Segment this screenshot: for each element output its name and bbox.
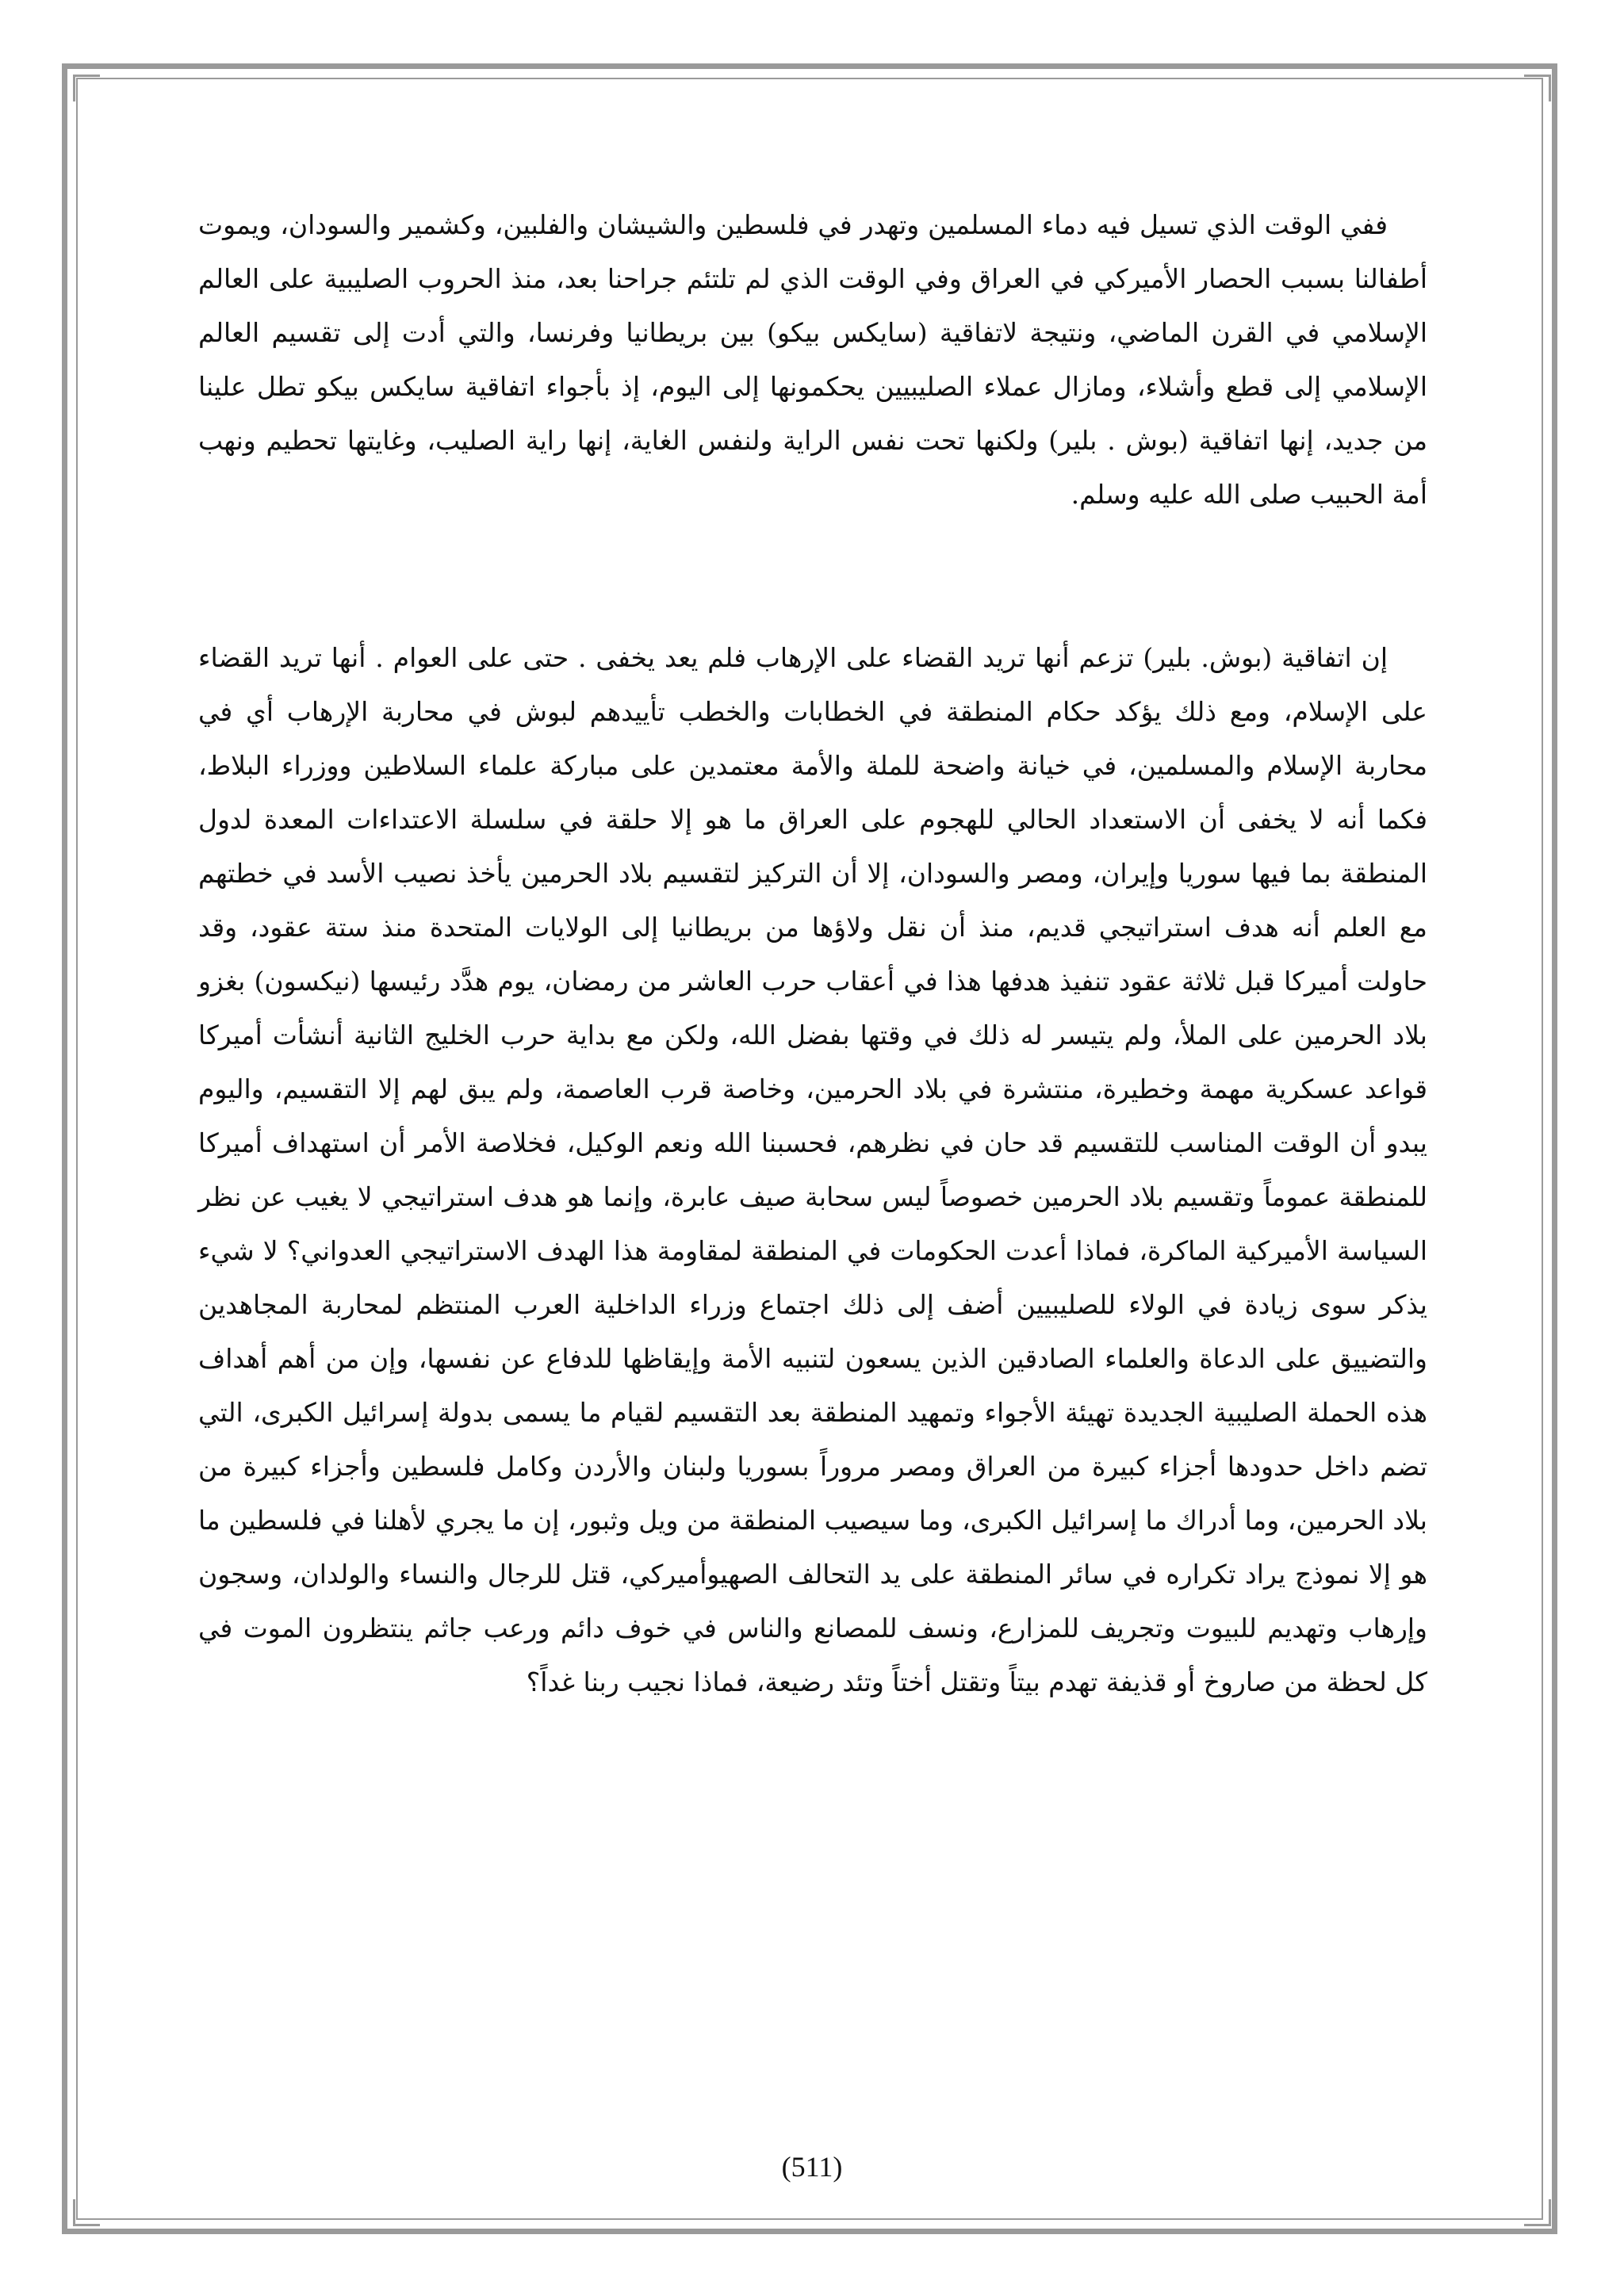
paragraph-2: إن اتفاقية (بوش. بلير) تزعم أنها تريد القضاء على الإرهاب فلم يعد يخفى . حتى على العوام . أنها تريد القضاء على الإسلام، ومع ذلك يؤكد حكام المنطقة في الخطابات والخطب تأييدهم لبوش في محاربة الإرهاب أي في محاربة الإسلام والمسلمين، في خيانة واضحة للملة والأمة معتمدين على مباركة علماء السلاطين ووزراء البلاط، فكما أنه لا يخفى أن الاستعداد الحالي للهجوم على العراق ما هو إلا حلقة في سلسلة الاعتداءات المعدة لدول المنطقة بما فيها سوريا وإيران، ومصر والسودان، إلا أن التركيز لتقسيم بلاد الحرمين يأخذ نصيب الأسد في خطتهم مع العلم أنه هدف استراتيجي قديم، منذ أن نقل ولاؤها من بريطانيا إلى الولايات المتحدة منذ ستة عقود، وقد حاولت أميركا قبل ثلاثة عقود تنفيذ هدفها هذا في أعقاب حرب العاشر من رمضان، يوم هدَّد رئيسها (نيكسون) بغزو بلاد الحرمين على الملأ، ولم يتيسر له ذلك في وقتها بفضل الله، ولكن مع بداية حرب الخليج الثانية أنشأت أميركا قواعد عسكرية مهمة وخطيرة، منتشرة في بلاد الحرمين، وخاصة قرب العاصمة، ولم يبق لهم إلا التقسيم، واليوم يبدو أن الوقت المناسب للتقسيم قد حان في نظرهم، فحسبنا الله ونعم الوكيل، فخلاصة الأمر أن استهداف أميركا للمنطقة عموماً وتقسيم بلاد الحرمين خصوصاً ليس سحابة صيف عابرة، وإنما هو هدف استراتيجي لا يغيب عن نظر السياسة الأميركية الماكرة، فماذا أعدت الحكومات في المنطقة لمقاومة هذا الهدف الاستراتيجي العدواني؟ لا شيء يذكر سوى زيادة في الولاء للصليبيين أضف إلى ذلك اجتماع وزراء الداخلية العرب المنتظم لمحاربة المجاهدين والتضييق على الدعاة والعلماء الصادقين الذين يسعون لتنبيه الأمة وإيقاظها للدفاع عن نفسها، وإن من أهم أهداف هذه الحملة الصليبية الجديدة تهيئة الأجواء وتمهيد المنطقة بعد التقسيم لقيام ما يسمى بدولة إسرائيل الكبرى، التي تضم داخل حدودها أجزاء كبيرة من العراق ومصر مروراً بسوريا ولبنان والأردن وكامل فلسطين وأجزاء كبيرة من بلاد الحرمين، وما أدراك ما إسرائيل الكبرى، وما سيصيب المنطقة من ويل وثبور، إن ما يجري لأهلنا في فلسطين ما هو إلا نموذج يراد تكراره في سائر المنطقة على يد التحالف الصهيوأميركي، قتل للرجال والنساء والولدان، وسجون وإرهاب وتهديم للبيوت وتجريف للمزارع، ونسف للمصانع والناس في خوف دائم ورعب جاثم ينتظرون الموت في كل لحظة من صاروخ أو قذيفة تهدم بيتاً وتقتل أختاً وتئد رضيعة، فماذا نجيب ربنا غداً؟ <box>198 642 1427 1697</box>
page-number: (511) <box>781 2151 843 2183</box>
paragraph-1: ففي الوقت الذي تسيل فيه دماء المسلمين وتهدر في فلسطين والشيشان والفلبين، وكشمير والسودان، ويموت أطفالنا بسبب الحصار الأميركي في العراق وفي الوقت الذي لم تلتئم جراحنا بعد، منذ الحروب الصليبية على العالم الإسلامي في القرن الماضي، ونتيجة لاتفاقية (سايكس بيكو) بين بريطانيا وفرنسا، والتي أدت إلى تقسيم العالم الإسلامي إلى قطع وأشلاء، ومازال عملاء الصليبيين يحكمونها إلى اليوم، إذ بأجواء اتفاقية سايكس بيكو تطل علينا من جديد، إنها اتفاقية (بوش . بلير) ولكنها تحت نفس الراية ولنفس الغاية، إنها راية الصليب، وغايتها تحطيم ونهب أمة الحبيب صلى الله عليه وسلم. <box>198 209 1427 510</box>
border-corner-ornament <box>73 2199 100 2226</box>
border-corner-ornament <box>73 75 100 101</box>
document-body <box>198 198 1427 1709</box>
border-corner-ornament <box>1524 75 1551 101</box>
border-corner-ornament <box>1524 2199 1551 2226</box>
